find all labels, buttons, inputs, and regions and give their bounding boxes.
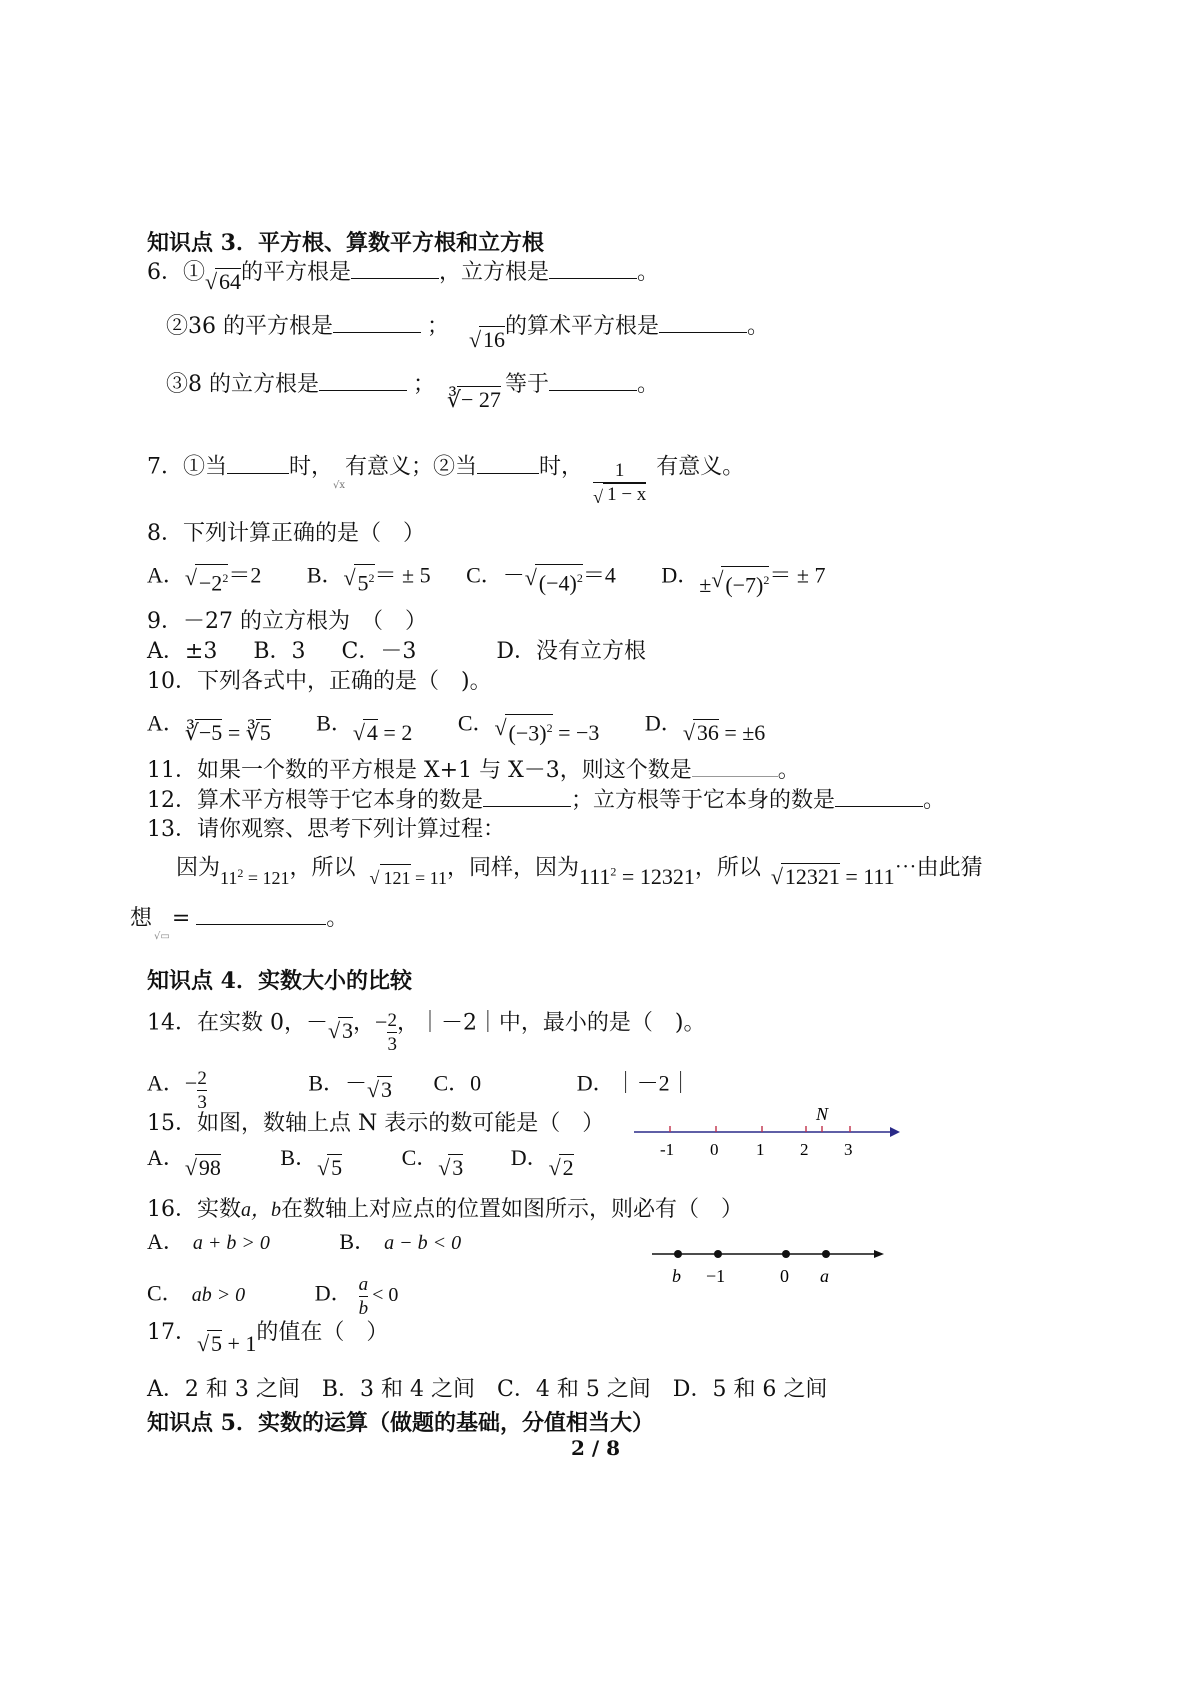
question-9-options: A．±3 B．3 C．－3 D．没有立方根 bbox=[147, 639, 646, 664]
answer-blank[interactable] bbox=[333, 312, 421, 333]
fraction: 1 √ 1 − x bbox=[593, 460, 647, 507]
page-number: 2 / 8 bbox=[570, 1436, 621, 1460]
axis-label: −1 bbox=[706, 1266, 726, 1286]
answer-blank[interactable] bbox=[659, 312, 747, 333]
answer-blank[interactable] bbox=[692, 756, 778, 777]
axis-label: 3 bbox=[844, 1140, 853, 1159]
question-7: 7．①当 时，$_{√x}$有意义；②当 时， 1 √ 1 − x 有意义。 bbox=[147, 454, 745, 507]
question-17-options: A．2 和 3 之间 B．3 和 4 之间 C．4 和 5 之间 D．5 和 6 之间 bbox=[147, 1377, 828, 1402]
point-zero bbox=[782, 1250, 790, 1258]
question-13-conclusion: 想$_{√▭}$= 。 bbox=[130, 906, 349, 942]
question-9-title: 9．－27 的立方根为 （ ） bbox=[147, 609, 427, 634]
axis-label: 0 bbox=[710, 1140, 719, 1159]
question-13-body: 因为$_{11^2 = 121}$，所以 $_{√ 121 = 11}$，同样，因为$111^2 = 12321$，所以 √ 12321 = 111⋯由此猜 bbox=[176, 855, 983, 890]
answer-blank[interactable] bbox=[483, 786, 571, 807]
answer-blank[interactable] bbox=[549, 258, 637, 279]
question-12: 12．算术平方根等于它本身的数是 ；立方根等于它本身的数是 。 bbox=[147, 788, 946, 813]
axis-label: -1 bbox=[660, 1140, 675, 1159]
question-6-line-1: 6．① √ 64的平方根是 ，立方根是 。 bbox=[147, 260, 660, 294]
question-8-title: 8．下列计算正确的是（ ） bbox=[147, 521, 425, 546]
answer-blank[interactable] bbox=[319, 370, 407, 391]
answer-blank[interactable] bbox=[196, 904, 326, 925]
section-4-heading: 知识点 4．实数大小的比较 bbox=[147, 968, 412, 994]
broken-image-icon: √x bbox=[333, 479, 346, 491]
question-14-options: A．− $\frac{2}{3}$ B．－ √ 3 C．0 D．｜－2｜ bbox=[147, 1068, 692, 1113]
question-16-title: 16．实数a，b在数轴上对应点的位置如图所示，则必有（ ） bbox=[147, 1197, 744, 1222]
sqrt-expression: √ 64 bbox=[205, 269, 241, 294]
question-6-line-2: ②36 的平方根是 ； √ 16的算术平方根是 。 bbox=[166, 314, 770, 352]
answer-blank[interactable] bbox=[835, 786, 923, 807]
point-minus-one bbox=[714, 1250, 722, 1258]
question-14: 14．在实数 0，－ √ 3，− $\frac{2}{3}$ ，｜－2｜中，最小的是（ )。 bbox=[147, 1009, 706, 1055]
question-10-options: A． ∛ −5 = ∛ 5 B． √ 4 = 2 C． √ $(-3)^2 = -3$ D． √ 36 = ±6 bbox=[147, 710, 766, 746]
question-17: 17． √ 5 + 1的值在（ ） bbox=[147, 1320, 389, 1356]
question-16-options-1: A． a + b > 0 B． a − b < 0 bbox=[147, 1229, 462, 1254]
axis-label: b bbox=[672, 1266, 681, 1286]
answer-blank[interactable] bbox=[351, 258, 439, 279]
number-line-ab bbox=[650, 1240, 890, 1290]
point-b bbox=[674, 1250, 682, 1258]
question-8-options: A． √ $-2^2=2$ B． √ $5^2= \pm 5$ C．－ √ $(-4)^2=4$ D．± √ $(-7)^2= \pm 7$ bbox=[147, 562, 826, 598]
sqrt-expression: √ 16 bbox=[469, 327, 506, 352]
axis-label: a bbox=[820, 1266, 829, 1286]
point-a bbox=[822, 1250, 830, 1258]
question-13-title: 13．请你观察、思考下列计算过程： bbox=[147, 817, 505, 842]
broken-image-icon: √▭ bbox=[154, 931, 170, 942]
cube-root-expression: ∛ − 27 bbox=[447, 387, 501, 412]
section-3-heading: 知识点 3．平方根、算数平方根和立方根 bbox=[147, 230, 544, 256]
point-n-label: N bbox=[816, 1104, 829, 1124]
axis-label: 0 bbox=[780, 1266, 789, 1286]
axis-label: 2 bbox=[800, 1140, 809, 1159]
answer-blank[interactable] bbox=[477, 453, 539, 474]
question-15-options: A． √ 98 B． √ 5 C． √ 3 D． √ 2 bbox=[147, 1145, 574, 1180]
axis-label: 1 bbox=[756, 1140, 765, 1159]
section-5-heading: 知识点 5．实数的运算（做题的基础，分值相当大） bbox=[147, 1410, 654, 1436]
question-16-options-2: C． ab > 0 D． $\frac{a}{b}$ < 0 bbox=[147, 1274, 399, 1319]
question-6-line-3: ③8 的立方根是 ； ∛ − 27等于 。 bbox=[166, 372, 659, 412]
answer-blank[interactable] bbox=[227, 453, 289, 474]
question-10-title: 10．下列各式中，正确的是（ )。 bbox=[147, 669, 492, 694]
answer-blank[interactable] bbox=[549, 370, 637, 391]
number-line-n bbox=[630, 1100, 910, 1162]
question-11: 11．如果一个数的平方根是 X+1 与 X－3，则这个数是 。 bbox=[147, 758, 800, 783]
question-15-title: 15．如图，数轴上点 N 表示的数可能是（ ） bbox=[147, 1111, 605, 1136]
